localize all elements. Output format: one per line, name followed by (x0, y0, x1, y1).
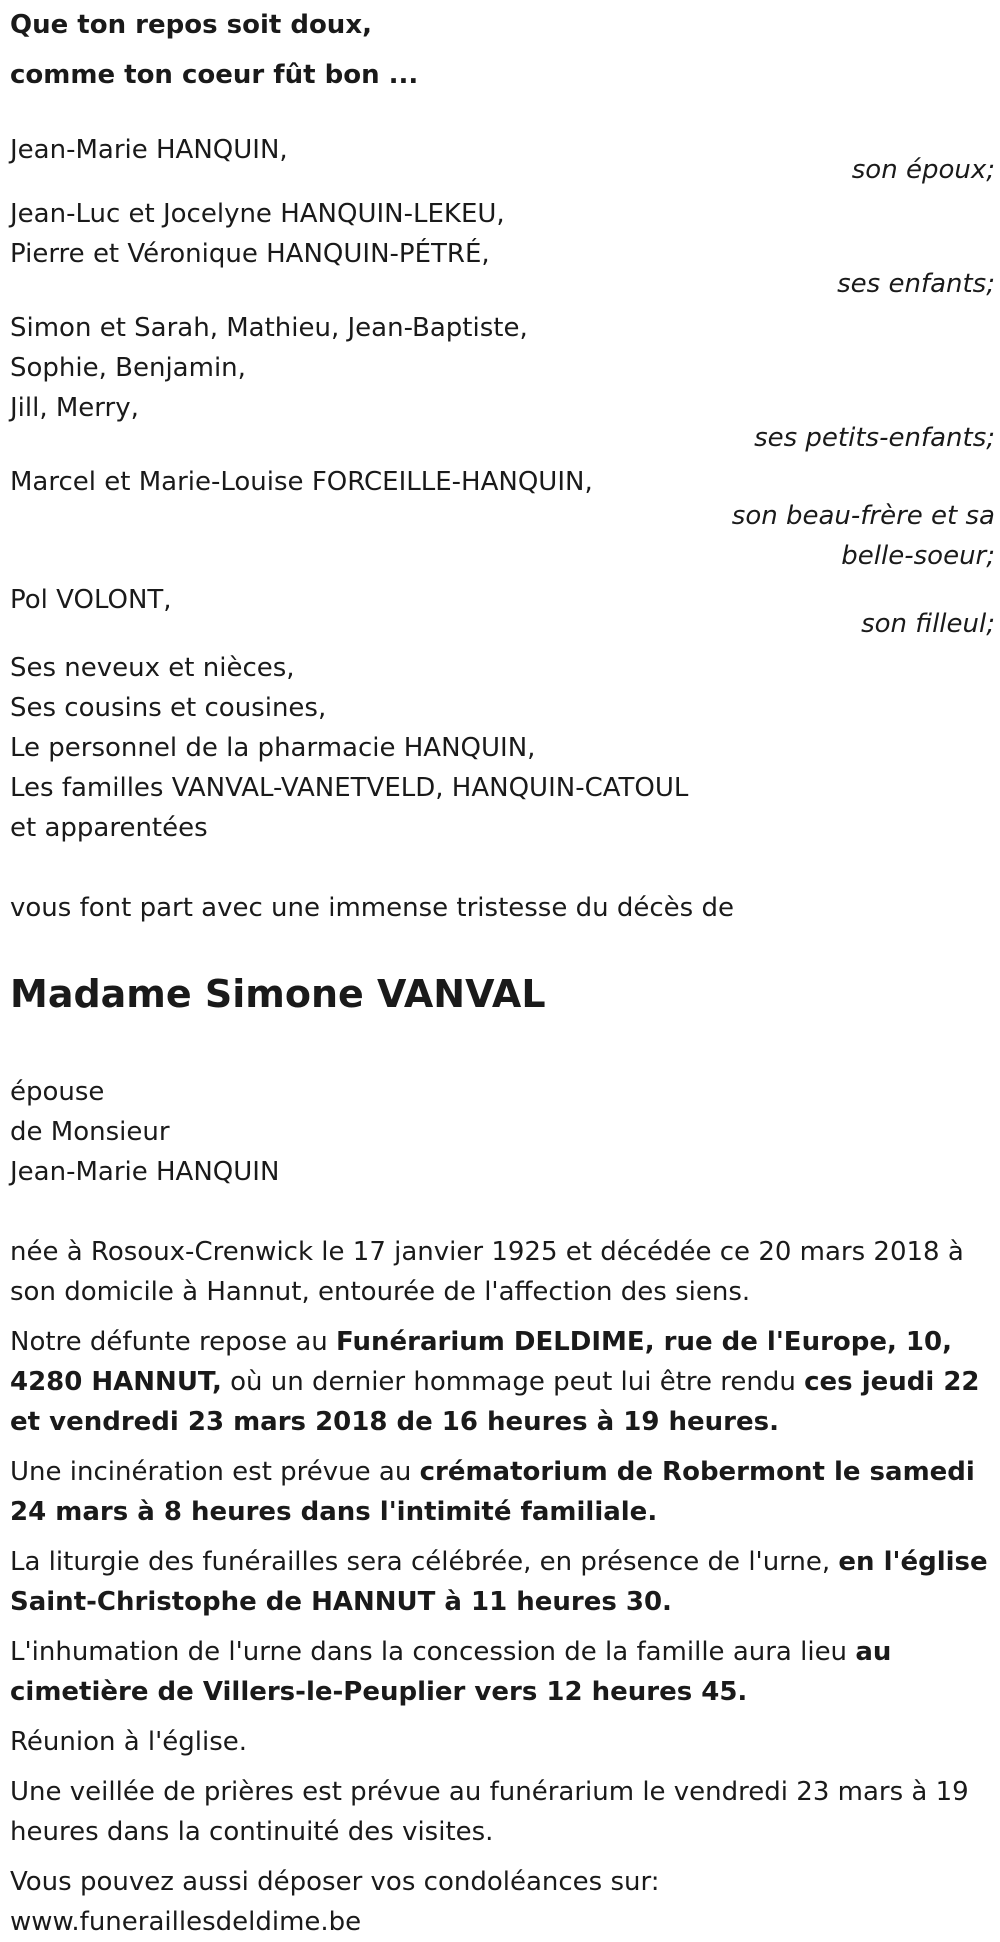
motto (10, 0, 1000, 100)
other-relative-line: Ses cousins et cousines, (10, 693, 327, 723)
family-group-godson (10, 580, 995, 644)
incineration-paragraph: Une incinération est prévue au crématorium de Robermont le samedi 24 mars à 8 heures dans l'intimité familiale. (10, 1457, 975, 1527)
condolences (10, 1862, 1000, 1942)
motto-line: comme ton coeur fût bon ... (10, 60, 419, 90)
spouse-line: de Monsieur (10, 1117, 170, 1147)
family-name: Marcel et Marie-Louise FORCEILLE-HANQUIN, (10, 467, 593, 497)
liturgy-details: en l'église Saint-Christophe de HANNUT à 11 heures 30. (10, 1547, 988, 1617)
announcement: vous font part avec une immense tristesse du décès de (10, 893, 734, 923)
spouse-line: Jean-Marie HANQUIN (10, 1157, 280, 1187)
other-relative-line: et apparentées (10, 813, 208, 843)
spouse-line: épouse (10, 1077, 105, 1107)
visit-hours: ces jeudi 22 et vendredi 23 mars 2018 de 16 heures à 19 heures. (10, 1367, 980, 1437)
condolences-text: Vous pouvez aussi déposer vos condoléances sur: (10, 1867, 660, 1897)
birth-death-paragraph: née à Rosoux-Crenwick le 17 janvier 1925 et décédée ce 20 mars 2018 à son domicile à Hannut, entourée de l'affection des siens. (10, 1237, 964, 1307)
liturgy-paragraph: La liturgie des funérailles sera célébrée, en présence de l'urne, en l'église Saint-Christophe de HANNUT à 11 heures 30. (10, 1547, 988, 1617)
family-name: Simon et Sarah, Mathieu, Jean-Baptiste, (10, 313, 528, 343)
condolences-link[interactable]: www.funeraillesdeldime.be (10, 1907, 362, 1937)
other-relatives (10, 648, 1000, 848)
family-group-grandchildren (10, 308, 995, 458)
burial-details: au cimetière de Villers-le-Peuplier vers 12 heures 45. (10, 1637, 892, 1707)
motto-line: Que ton repos soit doux, (10, 10, 372, 40)
family-name: Jill, Merry, (10, 393, 139, 423)
family-name: Pierre et Véronique HANQUIN-PÉTRÉ, (10, 239, 490, 269)
other-relative-line: Ses neveux et nièces, (10, 653, 295, 683)
other-relative-line: Les familles VANVAL-VANETVELD, HANQUIN-CATOUL (10, 773, 689, 803)
reunion-paragraph: Réunion à l'église. (10, 1727, 248, 1757)
deceased-name: Madame Simone VANVAL (10, 972, 546, 1016)
incineration-details: crématorium de Robermont le samedi 24 mars à 8 heures dans l'intimité familiale. (10, 1457, 975, 1527)
repose-paragraph: Notre défunte repose au Funérarium DELDIME, rue de l'Europe, 10, 4280 HANNUT, où un dernier hommage peut lui être rendu ces jeudi 22 et vendredi 23 mars 2018 de 16 heures à 19 heures. (10, 1327, 980, 1437)
family-group-in-laws (10, 462, 995, 576)
spouse-info (10, 1072, 1000, 1192)
funerarium-address: Funérarium DELDIME, rue de l'Europe, 10, 4280 HANNUT, (10, 1327, 952, 1397)
family-relation: son beau-frère et sa belle-soeur; (731, 501, 995, 571)
vigil-paragraph: Une veillée de prières est prévue au funérarium le vendredi 23 mars à 19 heures dans la continuité des visites. (10, 1777, 969, 1847)
family-name: Pol VOLONT, (10, 585, 172, 615)
burial-paragraph: L'inhumation de l'urne dans la concession de la famille aura lieu au cimetière de Villers-le-Peuplier vers 12 heures 45. (10, 1637, 892, 1707)
family-relation: son époux; (851, 155, 995, 185)
other-relative-line: Le personnel de la pharmacie HANQUIN, (10, 733, 536, 763)
family-group-children (10, 194, 995, 304)
family-relation: ses petits-enfants; (754, 423, 995, 453)
family-group-spouse (10, 130, 995, 190)
family-relation: son filleul; (861, 609, 995, 639)
family-name: Jean-Marie HANQUIN, (10, 135, 288, 165)
family-name: Jean-Luc et Jocelyne HANQUIN-LEKEU, (10, 199, 505, 229)
family-relation: ses enfants; (837, 269, 995, 299)
family-name: Sophie, Benjamin, (10, 353, 246, 383)
